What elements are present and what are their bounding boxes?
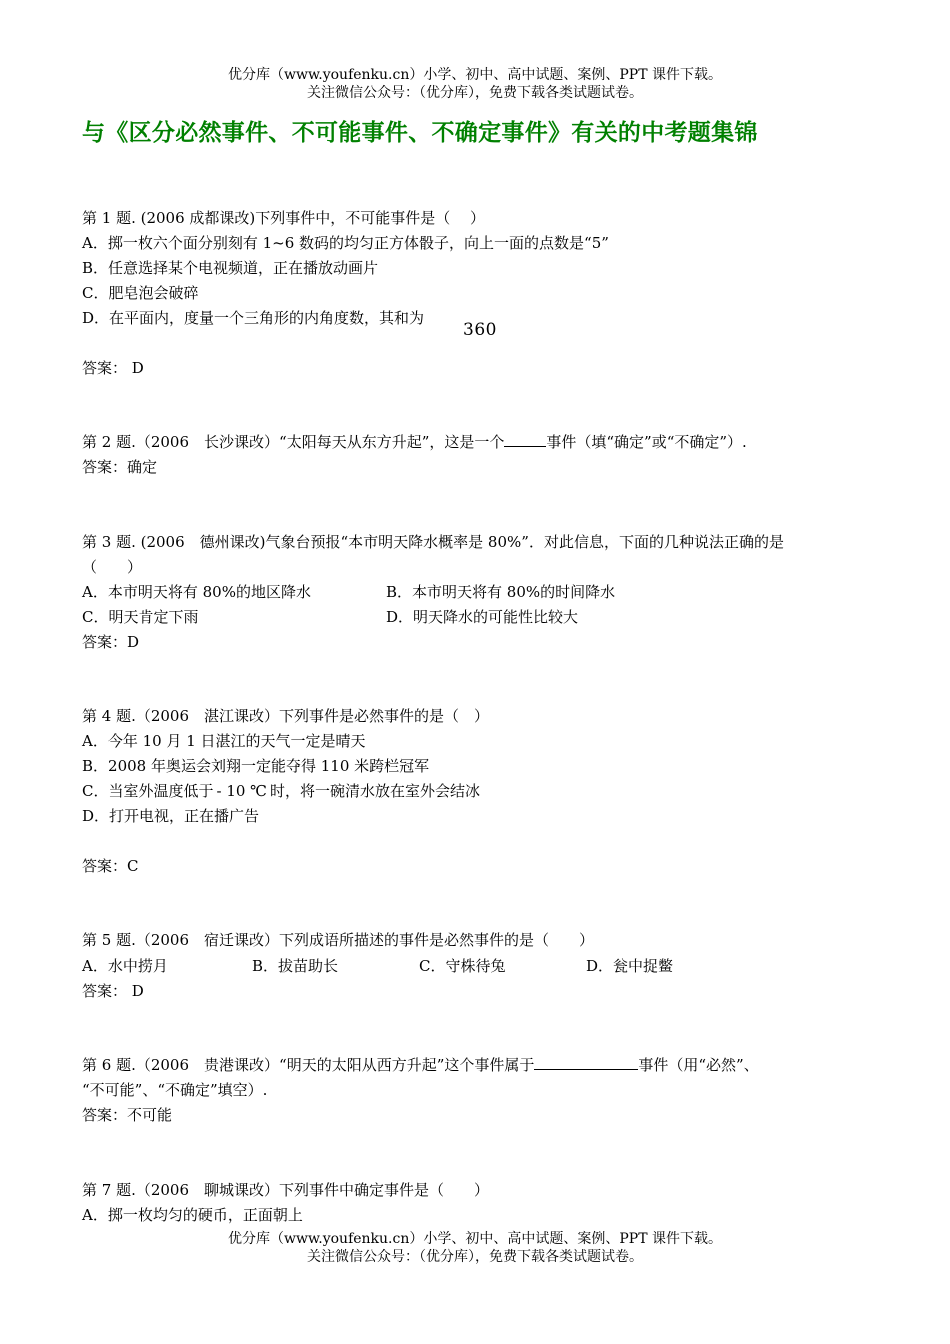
q3-option-a: A．本市明天将有 80%的地区降水 — [82, 583, 311, 601]
q5-option-c: C．守株待兔 — [419, 957, 506, 975]
page-title: 与《区分必然事件、不可能事件、不确定事件》有关的中考题集锦 — [82, 120, 758, 146]
q3-paren: （ ） — [82, 558, 143, 576]
q6-stem-pre: 第 6 题.（2006 贵港课改）“明天的太阳从西方升起”这个事件属于 — [82, 1056, 535, 1074]
q1-option-d: D．在平面内，度量一个三角形的内角度数，其和为 — [82, 309, 425, 327]
q1-option-c: C．肥皂泡会破碎 — [82, 284, 199, 302]
q4-option-c-post: 时，将一碗清水放在室外会结冰 — [269, 782, 480, 800]
q5-option-a: A．水中捞月 — [82, 957, 168, 975]
q6-fill-blank — [534, 1055, 638, 1070]
q5-answer: 答案： D — [82, 982, 144, 1000]
q2-stem-post: 事件（填“确定”或“不确定”）. — [546, 433, 747, 451]
header-line-1: 优分库（www.youfenku.cn）小学、初中、高中试题、案例、PPT 课件下载。 — [227, 67, 722, 83]
q3-option-d: D．明天降水的可能性比较大 — [386, 608, 579, 626]
q1-stem: 第 1 题. (2006 成都课改)下列事件中，不可能事件是（ ） — [82, 209, 486, 227]
footer-line-1: 优分库（www.youfenku.cn）小学、初中、高中试题、案例、PPT 课件下载。 — [227, 1231, 722, 1247]
q4-option-c — [82, 781, 480, 801]
q3-option-c: C．明天肯定下雨 — [82, 608, 199, 626]
q5-option-d: D．瓮中捉鳖 — [586, 957, 674, 975]
q6-stem-post: 事件（用“必然”、 — [638, 1056, 759, 1074]
q1-option-b: B．任意选择某个电视频道，正在播放动画片 — [82, 259, 379, 277]
footer-line-2: 关注微信公众号：（优分库），免费下载各类试题试卷。 — [307, 1249, 643, 1265]
header-line-2: 关注微信公众号：（优分库），免费下载各类试题试卷。 — [307, 85, 643, 101]
q6-stem — [82, 1055, 759, 1075]
q1-option-d-value: 360 — [463, 320, 497, 340]
q7-option-a: A．掷一枚均匀的硬币，正面朝上 — [82, 1206, 303, 1224]
q2-stem-pre: 第 2 题.（2006 长沙课改）“太阳每天从东方升起”，这是一个 — [82, 433, 505, 451]
q4-option-c-pre: C．当室外温度低于 — [82, 782, 214, 800]
q3-option-b: B．本市明天将有 80%的时间降水 — [386, 583, 616, 601]
q3-stem: 第 3 题. (2006 德州课改)气象台预报“本市明天降水概率是 80%”．对此信息，下面的几种说法正确的是 — [82, 533, 784, 551]
q7-stem: 第 7 题.（2006 聊城课改）下列事件中确定事件是（ ） — [82, 1181, 490, 1199]
q5-option-b: B．拔苗助长 — [252, 957, 339, 975]
q6-stem-line-2: “不可能”、“不确定”填空）. — [82, 1081, 268, 1099]
q4-option-b: B．2008 年奥运会刘翔一定能夺得 110 米跨栏冠军 — [82, 757, 430, 775]
q2-answer: 答案：确定 — [82, 458, 158, 476]
q1-option-a: A．掷一枚六个面分别刻有 1~6 数码的均匀正方体骰子，向上一面的点数是“5” — [82, 234, 609, 252]
q4-answer: 答案：C — [82, 857, 139, 875]
q4-option-a: A．今年 10 月 1 日湛江的天气一定是晴天 — [82, 732, 366, 750]
q2-fill-blank — [504, 432, 546, 447]
q4-stem: 第 4 题.（2006 湛江课改）下列事件是必然事件的是（ ） — [82, 707, 490, 725]
q4-option-c-temp: - 10 ℃ — [216, 782, 267, 800]
q4-option-d: D．打开电视，正在播广告 — [82, 807, 260, 825]
q6-answer: 答案：不可能 — [82, 1106, 173, 1124]
q1-answer: 答案： D — [82, 359, 144, 377]
q2-stem — [82, 432, 747, 452]
q5-stem: 第 5 题.（2006 宿迁课改）下列成语所描述的事件是必然事件的是（ ） — [82, 931, 595, 949]
q3-answer: 答案：D — [82, 633, 140, 651]
